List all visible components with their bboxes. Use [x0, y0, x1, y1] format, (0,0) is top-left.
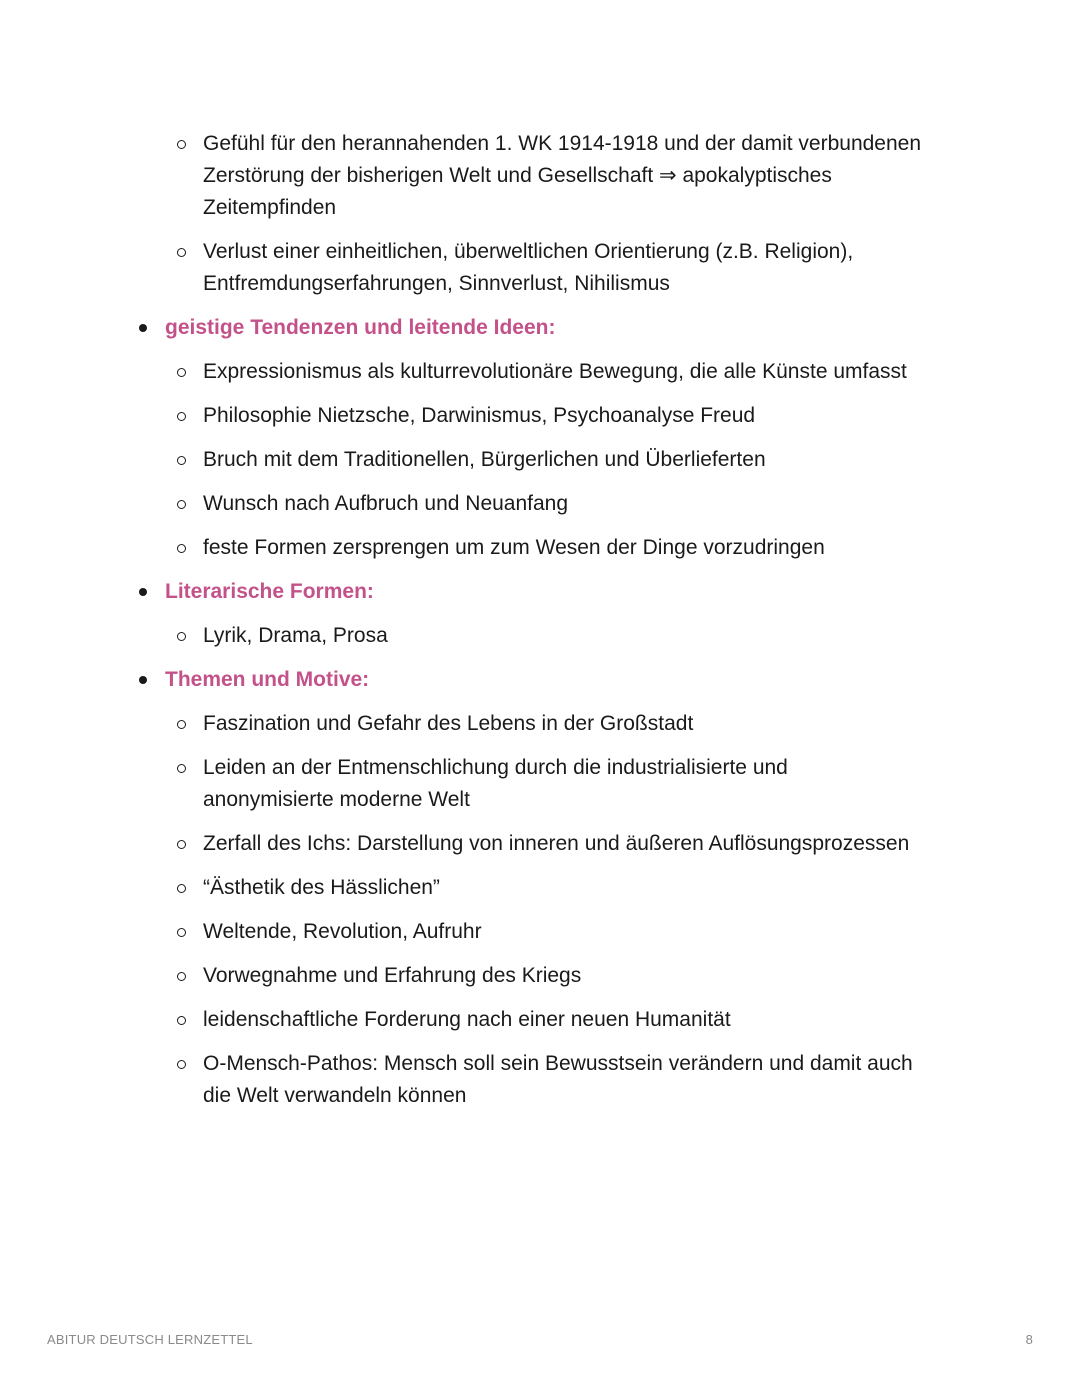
- list-item: Faszination und Gefahr des Lebens in der Großstadt: [0, 708, 923, 740]
- document-body: [0, 128, 1080, 1124]
- list-item: Lyrik, Drama, Prosa: [0, 620, 923, 652]
- list-item: Expressionismus als kulturrevolutionäre Bewegung, die alle Künste umfasst: [0, 356, 923, 388]
- list-item: Zerfall des Ichs: Darstellung von inneren und äußeren Auflösungsprozessen: [0, 828, 923, 860]
- section-heading: Themen und Motive:: [0, 664, 1080, 696]
- list-item: feste Formen zersprengen um zum Wesen der Dinge vorzudringen: [0, 532, 923, 564]
- list-item: O-Mensch-Pathos: Mensch soll sein Bewusstsein verändern und damit auch die Welt verwandeln können: [0, 1048, 923, 1112]
- list-item: Philosophie Nietzsche, Darwinismus, Psychoanalyse Freud: [0, 400, 923, 432]
- page-number: 8: [1025, 1332, 1033, 1347]
- list-item: Verlust einer einheitlichen, überweltlichen Orientierung (z.B. Religion), Entfremdungserfahrungen, Sinnverlust, Nihilismus: [0, 236, 923, 300]
- list-item: Leiden an der Entmenschlichung durch die industrialisierte und anonymisierte moderne Welt: [0, 752, 923, 816]
- list-item: Gefühl für den herannahenden 1. WK 1914-1918 und der damit verbundenen Zerstörung der bisherigen Welt und Gesellschaft ⇒ apokalyptisches Zeitempfinden: [0, 128, 923, 224]
- list-item: Vorwegnahme und Erfahrung des Kriegs: [0, 960, 923, 992]
- list-item: leidenschaftliche Forderung nach einer neuen Humanität: [0, 1004, 923, 1036]
- list-item: “Ästhetik des Hässlichen”: [0, 872, 923, 904]
- section-heading: Literarische Formen:: [0, 576, 1080, 608]
- list-item: Wunsch nach Aufbruch und Neuanfang: [0, 488, 923, 520]
- section-heading: geistige Tendenzen und leitende Ideen:: [0, 312, 1080, 344]
- footer-title: ABITUR DEUTSCH LERNZETTEL: [47, 1332, 253, 1347]
- list-item: Bruch mit dem Traditionellen, Bürgerlichen und Überlieferten: [0, 444, 923, 476]
- list-item: Weltende, Revolution, Aufruhr: [0, 916, 923, 948]
